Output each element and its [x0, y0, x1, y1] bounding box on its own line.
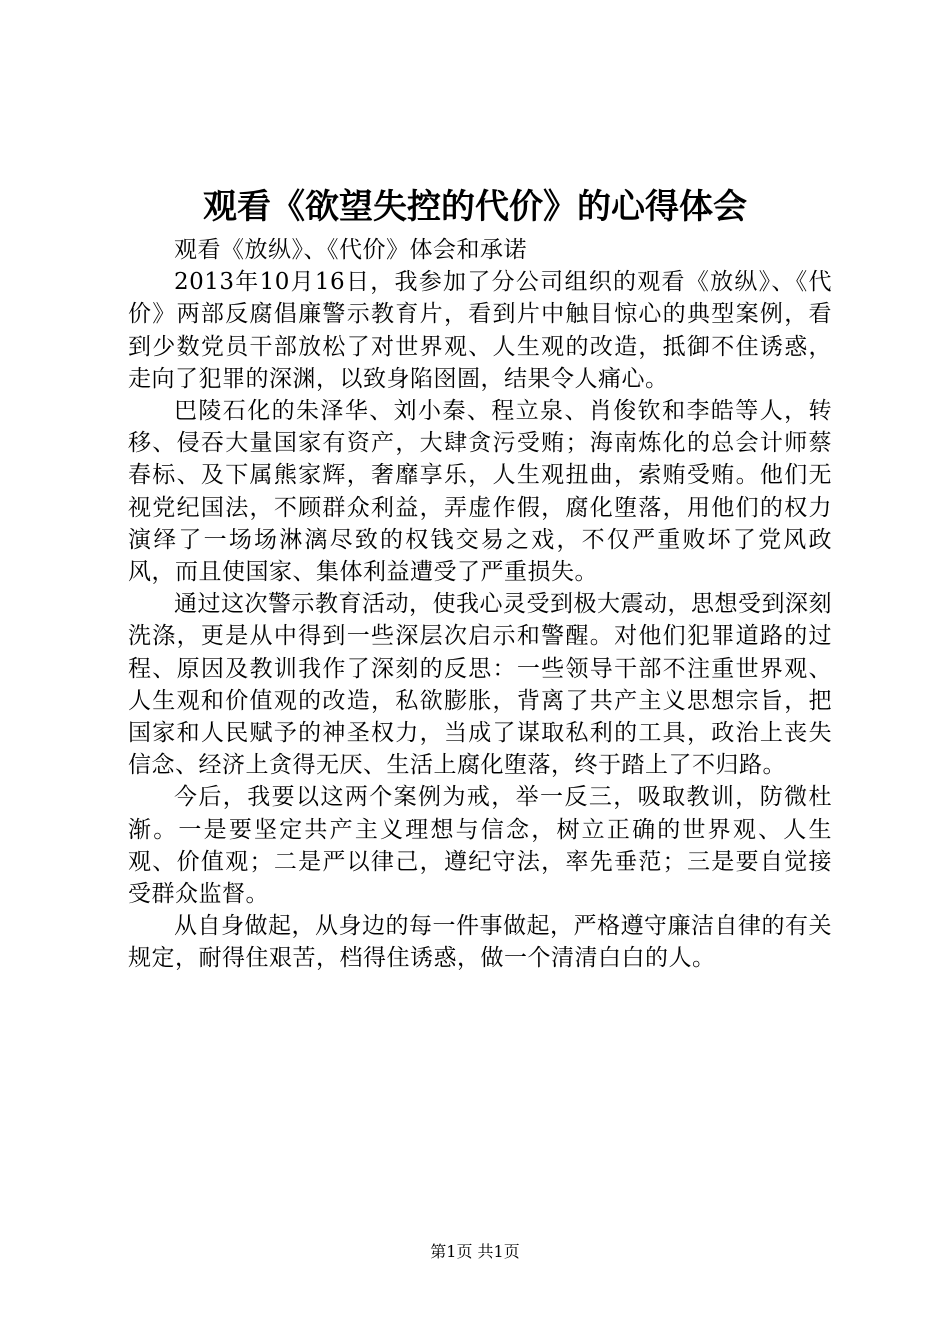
paragraph-conclusion: 从自身做起，从身边的每一件事做起，严格遵守廉洁自律的有关规定，耐得住艰苦，档得住诱惑，做一个清清白白的人。	[128, 913, 832, 972]
paragraph-reflection: 通过这次警示教育活动，使我心灵受到极大震动，思想受到深刻洗涤，更是从中得到一些深层次启示和警醒。对他们犯罪道路的过程、原因及教训我作了深刻的反思：一些领导干部不注重世界观、人生观和价值观的改造，私欲膨胀，背离了共产主义思想宗旨，把国家和人民赋予的神圣权力，当成了谋取私利的工具，政治上丧失信念、经济上贪得无厌、生活上腐化堕落，终于踏上了不归路。	[128, 591, 832, 779]
page-number-footer: 第1页 共1页	[430, 1242, 520, 1261]
paragraph-viewing-event: 2013年10月16日，我参加了分公司组织的观看《放纵》、《代价》两部反腐倡廉警示教育片，看到片中触目惊心的典型案例，看到少数党员干部放松了对世界观、人生观的改造，抵御不住诱惑，走向了犯罪的深渊，以致身陷囹圄，结果令人痛心。	[128, 269, 832, 392]
subtitle-line: 观看《放纵》、《代价》体会和承诺	[174, 237, 527, 263]
document-title: 观看《欲望失控的代价》的心得体会	[203, 187, 747, 227]
paragraph-case-examples: 巴陵石化的朱泽华、刘小秦、程立泉、肖俊钦和李皓等人，转移、侵吞大量国家有资产，大肆贪污受贿；海南炼化的总会计师蔡春标、及下属熊家辉，奢靡享乐，人生观扭曲，索贿受贿。他们无视党纪国法，不顾群众利益，弄虚作假，腐化堕落，用他们的权力演绎了一场场淋漓尽致的权钱交易之戏，不仅严重败坏了党风政风，而且使国家、集体利益遭受了严重损失。	[128, 398, 832, 586]
paragraph-commitments: 今后，我要以这两个案例为戒，举一反三，吸取教训，防微杜渐。一是要坚定共产主义理想与信念，树立正确的世界观、人生观、价值观；二是严以律己，遵纪守法，率先垂范；三是要自觉接受群众监督。	[128, 784, 832, 908]
document-body	[128, 234, 832, 975]
